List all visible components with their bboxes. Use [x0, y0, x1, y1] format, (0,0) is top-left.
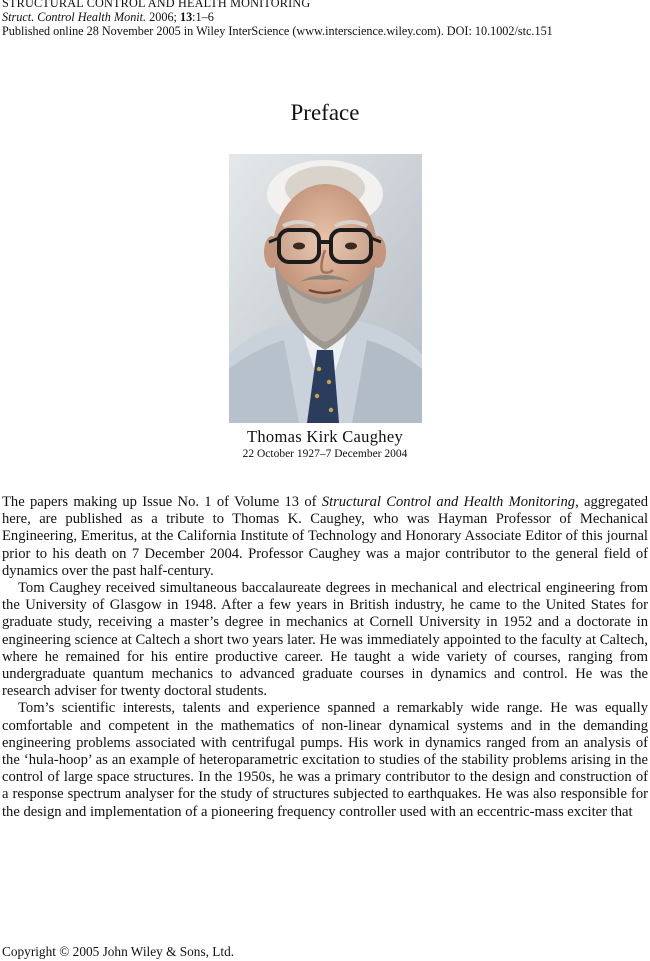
journal-name: STRUCTURAL CONTROL AND HEALTH MONITORING: [2, 0, 311, 10]
portrait-photo: [229, 154, 422, 423]
citation-year: 2006;: [149, 10, 177, 24]
portrait-illustration: [229, 154, 422, 423]
citation-pages: :1–6: [192, 10, 214, 24]
article-body: [2, 494, 648, 821]
paragraph-1: [2, 494, 648, 580]
published-line: Published online 28 November 2005 in Wiley InterScience (www.interscience.wiley.com). DOI: 10.1002/stc.151: [2, 24, 553, 38]
journal-title-italic: Structural Control and Health Monitoring: [321, 494, 576, 510]
portrait-caption-dates: 22 October 1927–7 December 2004: [242, 448, 408, 460]
running-header: [2, 0, 553, 38]
citation-line: [2, 10, 553, 24]
paragraph-3: Tom’s scientific interests, talents and experience spanned a remarkably wide range. He was equally comfortable and competent in the mathematics of non-linear dynamical systems and in the demanding engineering problems associated with centrifugal pumps. His work in dynamics ranged from an analysis of the ‘hula-hoop’ as an example of heteroparametric excitation to studies of the stability problems arising in the control of large space structures. In the 1950s, he was a primary contributor to the design and construction of a response spectrum analyser for the study of structures subjected to earthquakes. He was also responsible for the design and implementation of a pioneering frequency controller used with an eccentric-mass exciter that: [2, 700, 648, 820]
paragraph-1-end: , aggregated here, are published as a tribute to Thomas K. Caughey, who was Hayman Professor of Mechanical Engineering, Emeritus, at the California Institute of Technology and Honorary Associate Editor of this journal prior to his death on 7 December 2004. Professor Caughey was a major contributor to the general field of dynamics over the past half-century.: [2, 494, 649, 579]
page-title: Preface: [290, 100, 360, 125]
citation-volume: 13: [179, 10, 193, 24]
copyright-footer: Copyright © 2005 John Wiley & Sons, Ltd.: [2, 944, 235, 959]
paragraph-2: Tom Caughey received simultaneous baccalaureate degrees in mechanical and electrical engineering from the University of Glasgow in 1948. After a few years in British industry, he came to the United States for graduate study, receiving a master’s degree in mechanics at Cornell University in 1952 and a doctorate in engineering science at Caltech a short two years later. He was immediately appointed to the faculty at Caltech, where he remained for his entire productive career. He taught a wide variety of courses, ranging from undergraduate quantum mechanics to advanced graduate courses in dynamics and control. He was the research adviser for twenty doctoral students.: [2, 580, 648, 700]
citation-abbrev: Struct. Control Health Monit.: [2, 10, 147, 24]
portrait-caption-name: Thomas Kirk Caughey: [246, 427, 403, 446]
paragraph-1-start: The papers making up Issue No. 1 of Volume 13 of: [2, 494, 322, 510]
